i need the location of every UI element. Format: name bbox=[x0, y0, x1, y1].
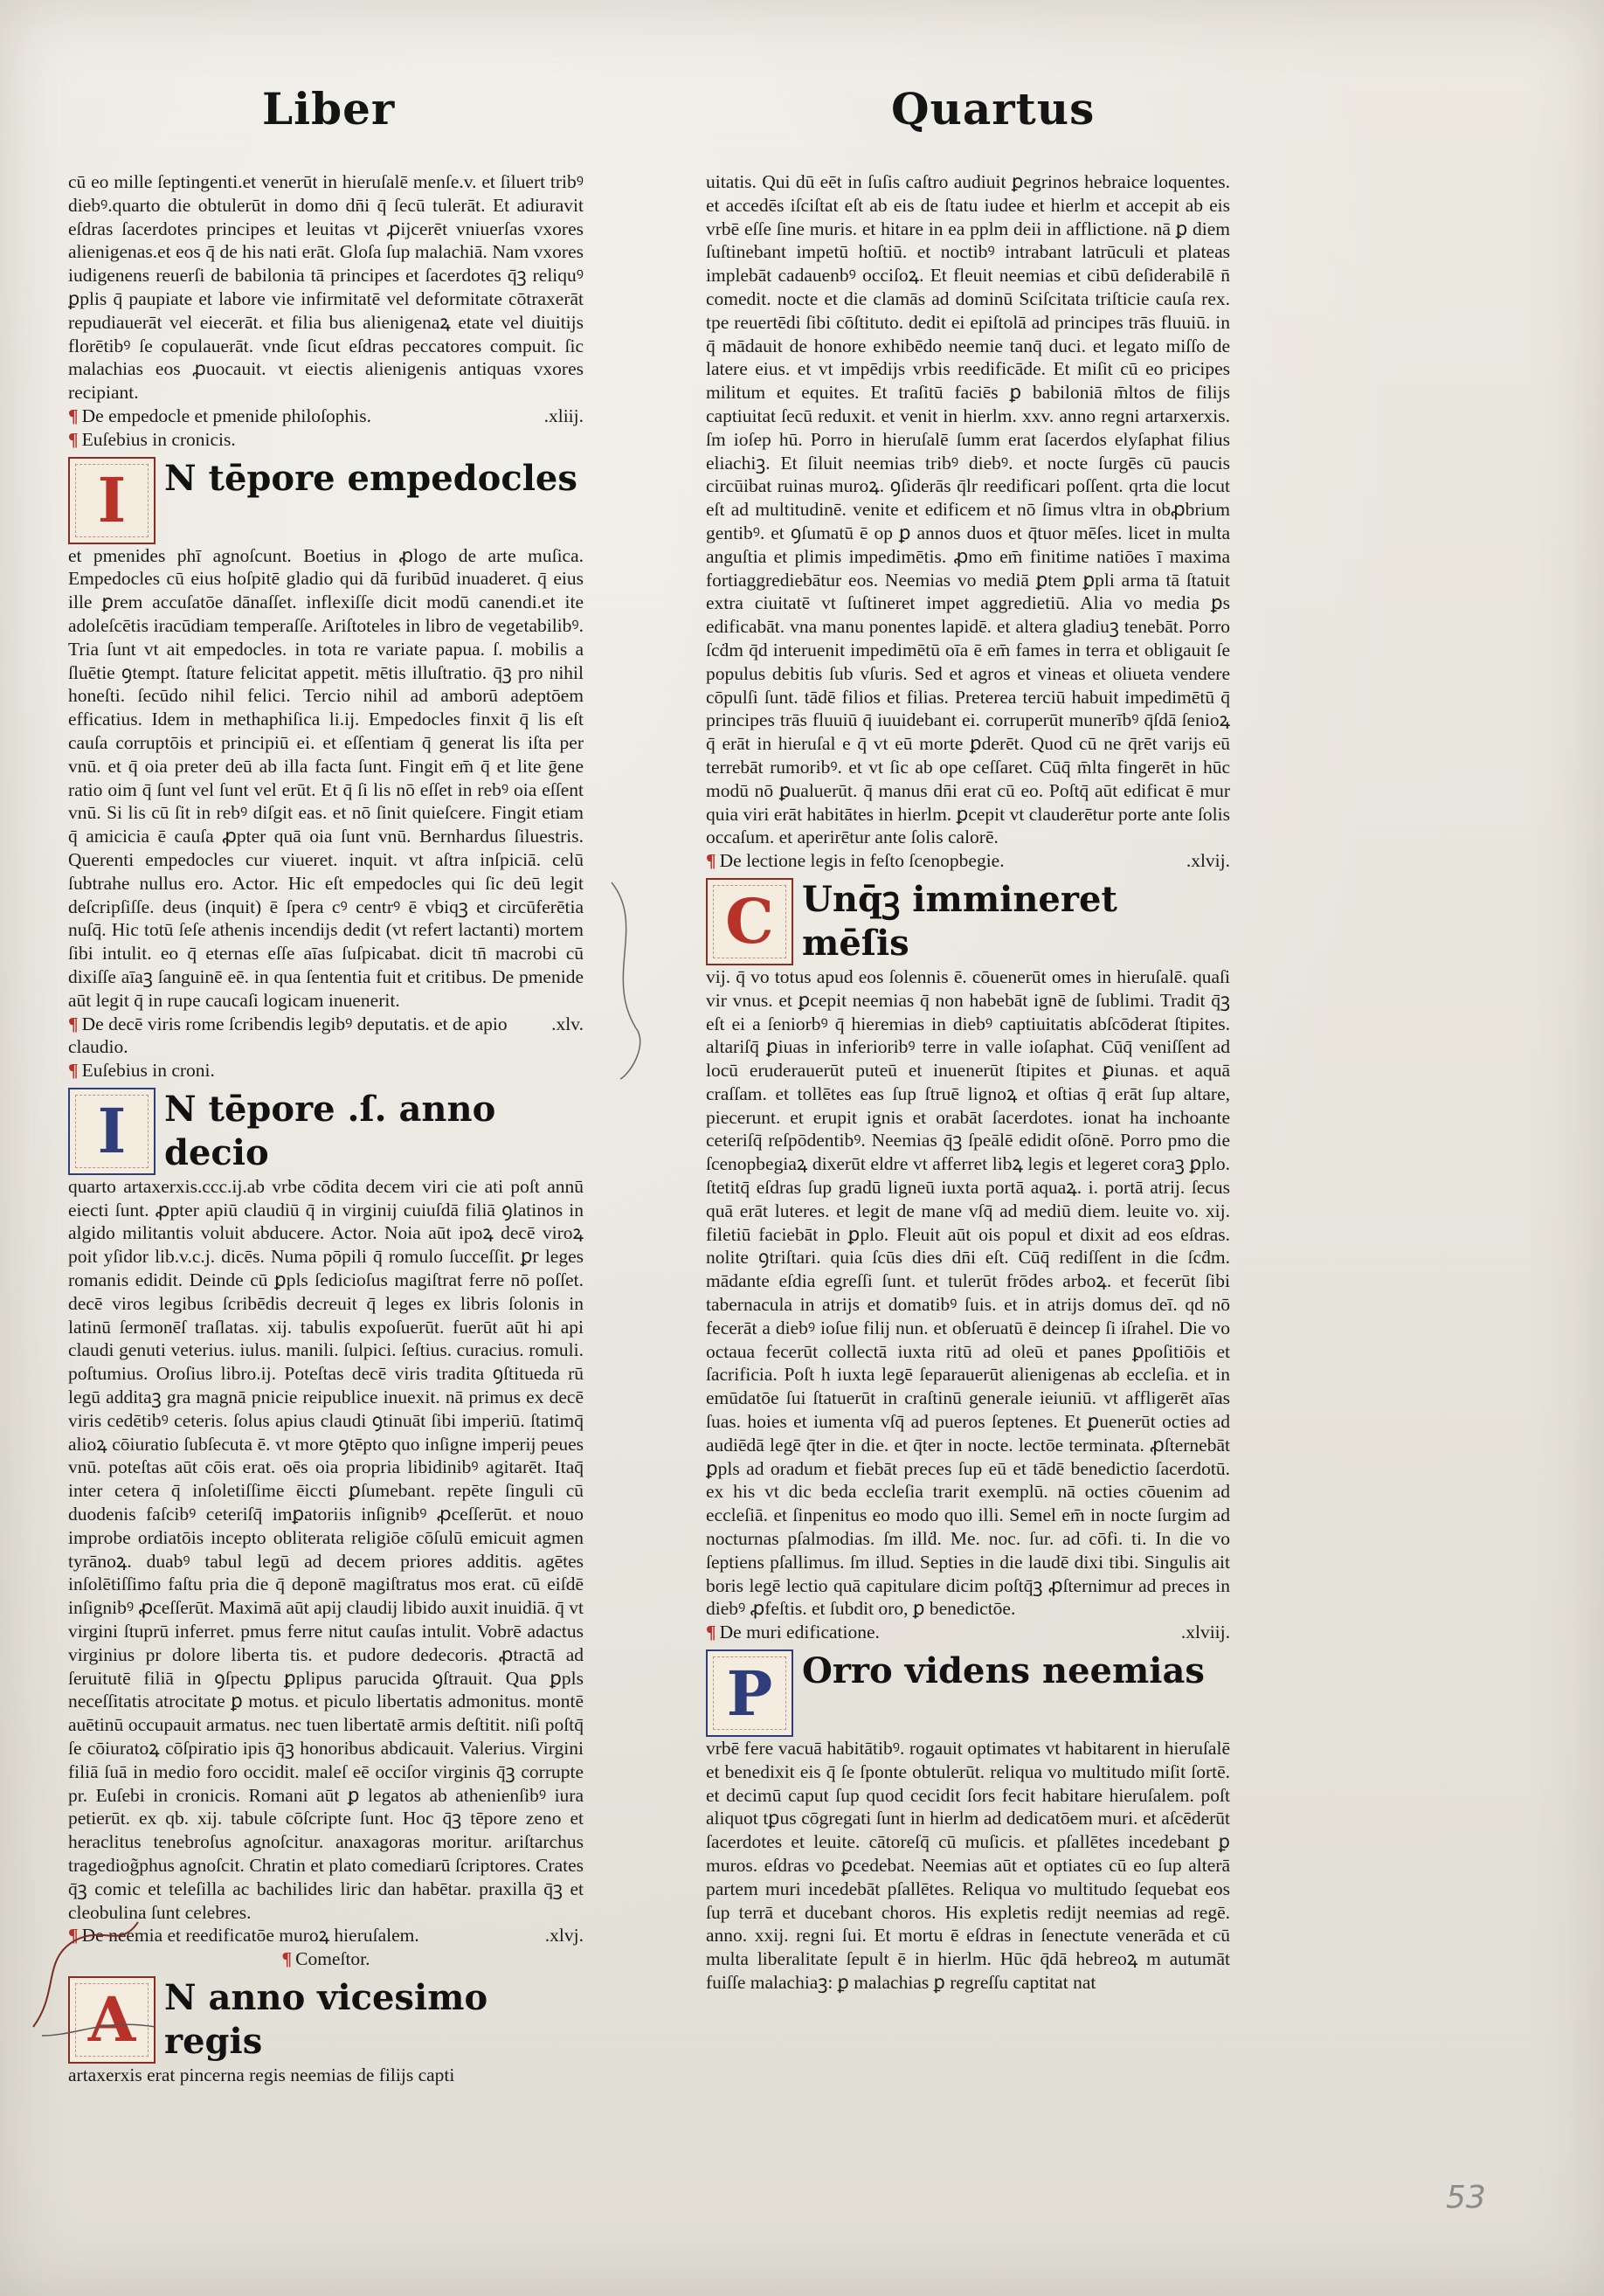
heading-text: N anno vicesimo regis bbox=[164, 1976, 488, 2062]
rubric-title: De empedocle et pmenide philoſophis. bbox=[81, 405, 371, 426]
chapter-rubric bbox=[68, 405, 584, 428]
chapter-heading bbox=[68, 1976, 584, 2064]
heading-text: Unq̄ꝫ immineret mēſis bbox=[802, 878, 1117, 964]
text-block: quarto artaxerxis.ccc.ij.ab vrbe cōdita decem viri cie ati poſt annū eiecti ſunt. ꝓpter apiū claudiū q̄ in virginij cuiuſdā filiā ꝯlatinos in algido militantis voluit abducere. Actor. Noia aūt ipoꝝ decē viroꝝ poit yſidor lib.v.c.j. dicēs. Numa pōpili q̄ romulo ſucceſſit. ꝑr leges romanis edidit. Deinde cū ꝑpls ſedicioſus magiſtrat ferre nō poſſet. decē viros legibus ſcribēdis decreuit q̄ leges ex libris ſolonis in latinū ſermonēſ traſlatas. xij. tabulis expoſuerūt. fuerūt aūt hi api claudi genuti veterius. iulus. manili. ſulpici. ſeſtius. curacius. romuli. poſtumius. Oroſius libro.ij. Poteſtas decē viris tradita ꝯſtitueda rū legū additaꝫ gra magnā pnicie reipublice inuexit. nā primus ex decē viris cedētibꝰ ceteris. ſolus apius claudi ꝯtinuāt ſibi imperiū. ſtatimq̄ alioꝝ cōiuratio ſubſecuta ē. vt more ꝯtēpto quo inſigne imperij peues vnū. poteſtas aūt cōis erat. oēs oia propria libidinibꝰ agitarēt. Itaq̄ inter cetera q̄ inſoletiſſime ēiccti ꝑſumebant. repēte ſinguli cū duodenis faſcibꝰ ceteriſq̄ imꝑatoriis inſignibꝰ ꝓceſſerūt. et nouo improbe ordiatōis incepto obliterata religiōe cōſulū emicuit agmen tyrānoꝝ. duabꝰ tabul legū ad decem priores additis. agētes inſolētiſſimo faſtu pria die q̄ deponē magiſtratus mos erat. cū eiſdē inſignibꝰ ꝓceſſerūt. Maximā aūt apij claudij libido auxit inuidiā. q̄ vt virgini ſtuprū inferret. pmus ferre nitut cauſas intulit. Vobrē adactus virginius pr dolore liberta tis. et pudore dedecoris. ꝓtractā ad ſeruitutē filiā in ꝯſpectu ꝑplipus parucida ꝯſtrauit. Qua ꝑpls neceſſitatis atrocitate ꝑ motus. et piculo libertatis admonitus. montē auētinū occupauit armatus. nec tuen libertatē armis deſtitit. niſi poſtq̄ ſe cōiuratoꝝ cōſpiratio ipis q̄ꝫ honoribus abdicauit. Valerius. Virgini filiā ſuā in medio foro occidit. maleſ eē occiſor virginis q̄ꝫ corrupte pr. Euſebi in cronicis. Romani aūt ꝑ legatos ab athenienſibꝰ iura petierūt. ex qb. xij. tabule cōſcripte ſunt. Hoc q̄ꝫ tēpore zeno et heraclitus tenebroſus agnoſcitur. anaxagoras moritur. ariſtarchus tragediog̃phus agnoſcit. Chratin et plato comediarū ſcriptores. Crates q̄ꝫ comic et teleſilla ac bachilides liric dan habētar. praxilla q̄ꝫ et cleobulina ſunt celebres. bbox=[68, 1175, 584, 1923]
illuminated-initial: I bbox=[68, 1088, 156, 1175]
pilcrow-icon: ¶ bbox=[68, 428, 79, 450]
chapter-rubric bbox=[706, 849, 1230, 873]
pilcrow-icon: ¶ bbox=[281, 1948, 293, 1970]
text-block: vrbē fere vacuā habitātibꝰ. rogauit optimates vt habitarent in hieruſalē et benedixit eis q̄ ſe ſponte obtulerūt. reliqua vo multitudo miſit ſortē. et decimū caput ſup quod cecidit ſors fecit habitare hieruſalem. poſt aliquot tꝑus cōgregati ſunt in hierlm ad dedicatōem muri. et aſcēderūt ſacerdotes et leuite. cātoreſq̄ cū muſicis. et pſallētes incedebant ꝑ muros. eſdras vo ꝑcedebat. Neemias aūt et optiates cū eo ſup alterā partem muri incedebāt pſallētes. Reliqua vo multitudo ſequebat eos ſup terrā et ducebant choros. His expletis redijt neemias ad regē. anno. xxij. regni ſui. Et mortu ē eſdras in ſenectute venerāda et cū multa liberalitate ſepult ē in hierlm. Hūc q̄dā hebreoꝝ m autumāt fuiſſe malachiaꝫ: ꝑ malachias ꝑ regreſſu captitat nat bbox=[706, 1738, 1230, 1993]
source-rubric bbox=[68, 428, 584, 452]
heading-text: Orro videns neemias bbox=[802, 1650, 1205, 1692]
chapter-heading bbox=[706, 878, 1230, 965]
source-label: Euſebius in croni. bbox=[81, 1060, 215, 1082]
illuminated-initial: P bbox=[706, 1649, 793, 1737]
pilcrow-icon: ¶ bbox=[68, 405, 79, 426]
margin-flourish-icon bbox=[594, 874, 664, 1083]
chapter-heading bbox=[706, 1649, 1230, 1737]
chapter-heading bbox=[68, 457, 584, 544]
text-block: cū eo mille ſeptingenti.et venerūt in hieruſalē menſe.v. et ſiluert tribꝰ diebꝰ.quarto die obtulerūt in domo dn̄i q̄ ſecū tulerāt. Et adiuravit eſdras ſacerdotes principes et leuitas vt ꝓijcerēt vniuerſas vxores alienigenas.et eos q̄ de his nati erāt. Gloſa ſup malachiā. Nam vxores iudigenens reuerſi de babilonia tā principes et ſacerdotes q̄ꝫ reliquꝰ ꝑplis q̄ paupiate et labore vie infirmitatē vel deformitate cōtraxerāt repudiauerāt vel eiecerāt. et filia bus alienigenaꝝ etate vel diuitijs florētibꝰ ſe copulauerāt. vnde ſicut eſdras peccatores compuit. ſic malachias eos ꝓuocauit. vt eiectis alienigenis antiquas vxores recipiant. bbox=[68, 171, 584, 404]
chapter-number: .xlvij. bbox=[1186, 850, 1230, 872]
heading-text: N tēpore empedocles bbox=[164, 457, 577, 499]
pilcrow-icon: ¶ bbox=[68, 1013, 79, 1034]
heading-text: N tēpore .ſ. anno decio bbox=[164, 1088, 496, 1173]
chapter-number: .xlv. bbox=[551, 1013, 584, 1034]
page-number: 53 bbox=[1446, 2180, 1486, 2216]
pilcrow-icon: ¶ bbox=[68, 1060, 79, 1082]
text-block: vij. q̄ vo totus apud eos ſolennis ē. cōuenerūt omes in hieruſalē. quaſi vir vnus. et ꝑcepit neemias q̄ non habebāt ignē de ſublimi. Tradit q̄ꝫ eſt ei a ſeniorbꝰ q̄ hieremias in diebꝰ captiuitatis abſcōderat ſtipites. altariſq̄ ꝑiuas in inferioribꝰ terre in valle ioſaphat. Cūq̄ veniſſent ad locū eruderauerūt puteū et inuenerūt ſtipites et ꝑiunas. et aquā craſſam. et tollētes eas ſup ſtruē lignoꝝ et oſtias q̄ erāt ſup altare, piecerunt. et erupit ignis et orabāt ſacerdotes. ionat ha inchoante ceteriſq̄ reſpōdentibꝰ. Neemias q̄ꝫ ſpeālē edidit oſōnē. Porro pmo die ſcenopbegiaꝝ dixerūt eldre vt afferret libꝝ legis et legeret coraꝫ ꝑplo. ſtetitq̄ eſdras ſup gradū ligneū iuxta portā aquaꝝ. i. portā atrij. ſecus quā erāt luteres. et legit de mane vſq̄ ad mediū diem. leuite vo. xij. filetiū faciebāt in ꝑplo. Fleuit aūt ois popul et dixit ad eos eſdras. nolite ꝯtriſtari. quia ſcūs dies dn̄i eſt. Cūq̄ rediſſent in die ſcḋm. mādante eſdia egreſſi ſunt. et tulerūt frōdes arboꝝ. et fecerūt ſibi tabernacula in atrijs et domatibꝰ ſuis. et in atrijs domus deī. qd nō fecerāt a diebꝰ ioſue filij nun. et obſeruatū ē deincep ſi iſrahel. Die vo octaua fecerūt collectā iuxta ritū ad oleū et panes ꝑpoſitiōis et ſacrificia. Poſt h iuxta legē ſeparauerūt alienigenas ab eccleſia. et in emūdatōe ſui ſtatuerūt in craſtinū generale ieiuniū. vt affligerēt aīas ſuas. hoies et iumenta vſq̄ ad pueros ſeptenes. Et ꝑuenerūt octies ad audiēdā legē q̄ter in die. et q̄ter in nocte. lectōe terminata. ꝓſternebāt ꝑpls ad oradum et fiebāt preces ſup eū et tādē benedictio ſacerdotū. ex his vt dic beda eccleſia trarit exemplū. nā octies cōuenim ad eccleſiā. et ſinpenitus eo modo quo illi. Semel em̄ in nocte ſurgim ad nocturnas pſalmodias. ſm illḋ. Me. noc. ſur. ad cōfi. ti. In die vo ſeptiens pſallimus. ſm illud. Septies in die laudē dixi tibi. Singulis ait boris legē lectio quā capitulare dicim poſtq̄ꝫ ꝓſternimur ad preces in diebꝰ ꝓfeſtis. et ſubdit oro, ꝑ benedictōe. bbox=[706, 965, 1230, 1620]
illuminated-initial: A bbox=[68, 1976, 156, 2064]
chapter-rubric bbox=[68, 1924, 584, 1947]
source-rubric bbox=[68, 1059, 584, 1082]
illuminated-initial: I bbox=[68, 457, 156, 544]
illuminated-initial: C bbox=[706, 878, 793, 965]
source-label: Euſebius in cronicis. bbox=[81, 428, 236, 450]
text-block: uitatis. Qui dū eēt in ſuſis caſtro audiuit ꝑegrinos hebraice loquentes. et accedēs iſciſtat eſt ab eis de ſtatu iudee et hierlm et accepit ab eis vrbē eſſe ſine muris. et hitare in ea pplm deii in afflictione. nā ꝑ diem ſuſtinebant impetū hoſtiū. et noctibꝰ intrabant latrūculi et plateas implebāt cadauenbꝰ occiſoꝝ. Et fleuit neemias et cibū deſiderabilē n̄ comedit. nocte et die clamās ad dominū Sciſcitata triſticie cauſa rex. tpe reuertēdi ſibi cōſtituto. dedit ei epiſtolā ad principes trās fluuiū. in q̄ mādauit de honore exhibēdo neemie tanq̄ duci. et legato miſſo de latere eius. et vt impēdijs vrbis reedificāde. Et miſit cū eo pricipes militum et equites. Et traſitū faciēs ꝑ babiloniā m̄ltos de filijs captiuitat ſecū reduxit. et venit in hierlm. xxv. anno regni artarxerxis. ſm ioſep hū. Porro in hieruſalē ſumm erat ſacerdos elyſaphat filius eliachiꝫ. Et ſiluit neemias tribꝰ diebꝰ. et nocte ſurgēs cū paucis circūibat ruinas muroꝝ. ꝯſiderās q̄lr reedificari poſſent. qrta die locut eſt ad multitudinē. venite et edificem et nō ſimus vltra in obꝓbrium gentibꝰ. et ꝯſumatū ē op ꝑ annos duos et q̄tuor mēſes. licet in multa anguſtia et plimis impedimētis. ꝓmo em̄ finitime natiōes ī maxima fortiaggrediebātur eos. Neemias vo mediā ꝑtem ꝑpli arma tā ſtatuit extra ciuitatē vt ſuſtineret impet aggredietiū. Alia vo media ꝑs edificabāt. vna manu ponentes lapidē. et altera gladiuꝫ tenebāt. Porro ſcḋm q̄d interuenit impedimētū oīa ē em̄ fames in terra et obligauit ſe populus debitis ſub vſuris. Sed et agros et vineas et oliueta vendere cōpulſi ſunt. tādē filios et filias. Preterea terciū habuit impedimētū q̄ principes trās fluuiū q̄ iuuidebant ei. corruperūt munerībꝰ q̄ſdā ſenioꝝ q̄ erāt in hieruſal e q̄ vt eū morte ꝑderēt. Quod cū ne q̄rēt varijs eū terrebāt rumoribꝰ. et vt ſic ab ope ceſſaret. Cūq̄ m̄lta fingerēt in hūc modū nō ꝑualuerūt. q̄ manus dn̄i erat cū eo. Poſtq̄ aūt edificat ē mur quia viri erāt habitātes in hierlm. ꝑcepit vt clauderētur porte ante ſolis occaſum. et aperirētur ante ſolis calorē. bbox=[706, 171, 1230, 848]
source-label: Comeſtor. bbox=[295, 1948, 370, 1970]
rubric-title: De neemia et reedificatōe muroꝝ hieruſalem. bbox=[81, 1925, 419, 1947]
chapter-number: .xliij. bbox=[543, 405, 584, 426]
rubric-title: De decē viris rome ſcribendis legibꝰ deputatis. et de apio claudio. bbox=[68, 1013, 508, 1058]
text-block: et pmenides phī agnoſcunt. Boetius in ꝓlogo de arte muſica. Empedocles cū eius hoſpitē gladio qui dā furibūd inuaderet. q̄ eius ille ꝑrem accuſatōe dānaſſet. inflexiſſe dicit modū canendi.et ite adoleſcētis iracūdiam temperaſſe. Ariſtoteles in libro de vegetabilibꝰ. Tria ſunt vt ait empedocles. in tota re variate papua. ſ. mobilis a ſluētie ꝯtempt. ſtature felicitat appetit. mētis illuſtratio. q̄ꝫ pro nihil honeſti. ſecūdo nihil felici. Tercio nihil ad amborū adeptōem efficatius. Idem in methaphiſica li.ij. Empedocles finxit q̄ lis eſt cauſa corruptōis et principiū ei. et eſſentiam q̄ generat lis iſta per vnū. et q̄ oia preter deū ab illa facta ſunt. Fingit em̄ q̄ et lite ḡene ratio oim q̄ ſunt vel ſunt vel erūt. Et q̄ ſi lis nō eſſet in rebꝰ oia eſſent vnū. Si lis cū ſit in rebꝰ diſgit eas. et nō ſinit quieſcere. Fingit etiam q̄ amicicia ē cauſa ꝓpter quā oia ſunt vnū. Bernhardus ſiluestris. Querenti empedocles cur viueret. inquit. vt aſtra inſpiciā. celū ſubtrahe nullus ero. Actor. Hic eſt empedocles qui ſic deū legit deſcripſiſſe. deus (inquit) ē ſpera cꝰ centrꝰ ē vbiqꝫ et circūferētia nuſq̄. Hic totū ſeſe athenis incendijs dedit (vt refert lactanti) mortem ſibi intulit. eo q̄ eternas eſſe aīas ſuſpicabat. dicit tn̄ macrobi cū dixiſſe aīaꝫ ſanguinē eē. in qua ſententia fuit et critibus. De pmenide aūt legit q̄ in rupe caucaſi logicam inuenerit. bbox=[68, 544, 584, 1011]
chapter-heading bbox=[68, 1088, 584, 1175]
chapter-number: .xlvj. bbox=[544, 1925, 584, 1947]
pilcrow-icon: ¶ bbox=[706, 1622, 716, 1643]
chapter-rubric bbox=[706, 1621, 1230, 1644]
running-header-right: Quartus bbox=[891, 83, 1096, 135]
running-header-left: Liber bbox=[262, 83, 396, 135]
pilcrow-icon: ¶ bbox=[706, 850, 716, 872]
chapter-rubric bbox=[68, 1013, 584, 1060]
text-block: artaxerxis erat pincerna regis neemias de filijs capti bbox=[68, 2064, 455, 2085]
right-column bbox=[706, 170, 1230, 1995]
left-column bbox=[68, 170, 584, 2087]
rubric-title: De muri edificatione. bbox=[719, 1622, 880, 1643]
chapter-number: .xlviij. bbox=[1180, 1622, 1230, 1643]
rubric-title: De lectione legis in feſto ſcenopbegie. bbox=[719, 850, 1005, 872]
pilcrow-icon: ¶ bbox=[68, 1925, 79, 1947]
source-rubric bbox=[68, 1947, 584, 1971]
